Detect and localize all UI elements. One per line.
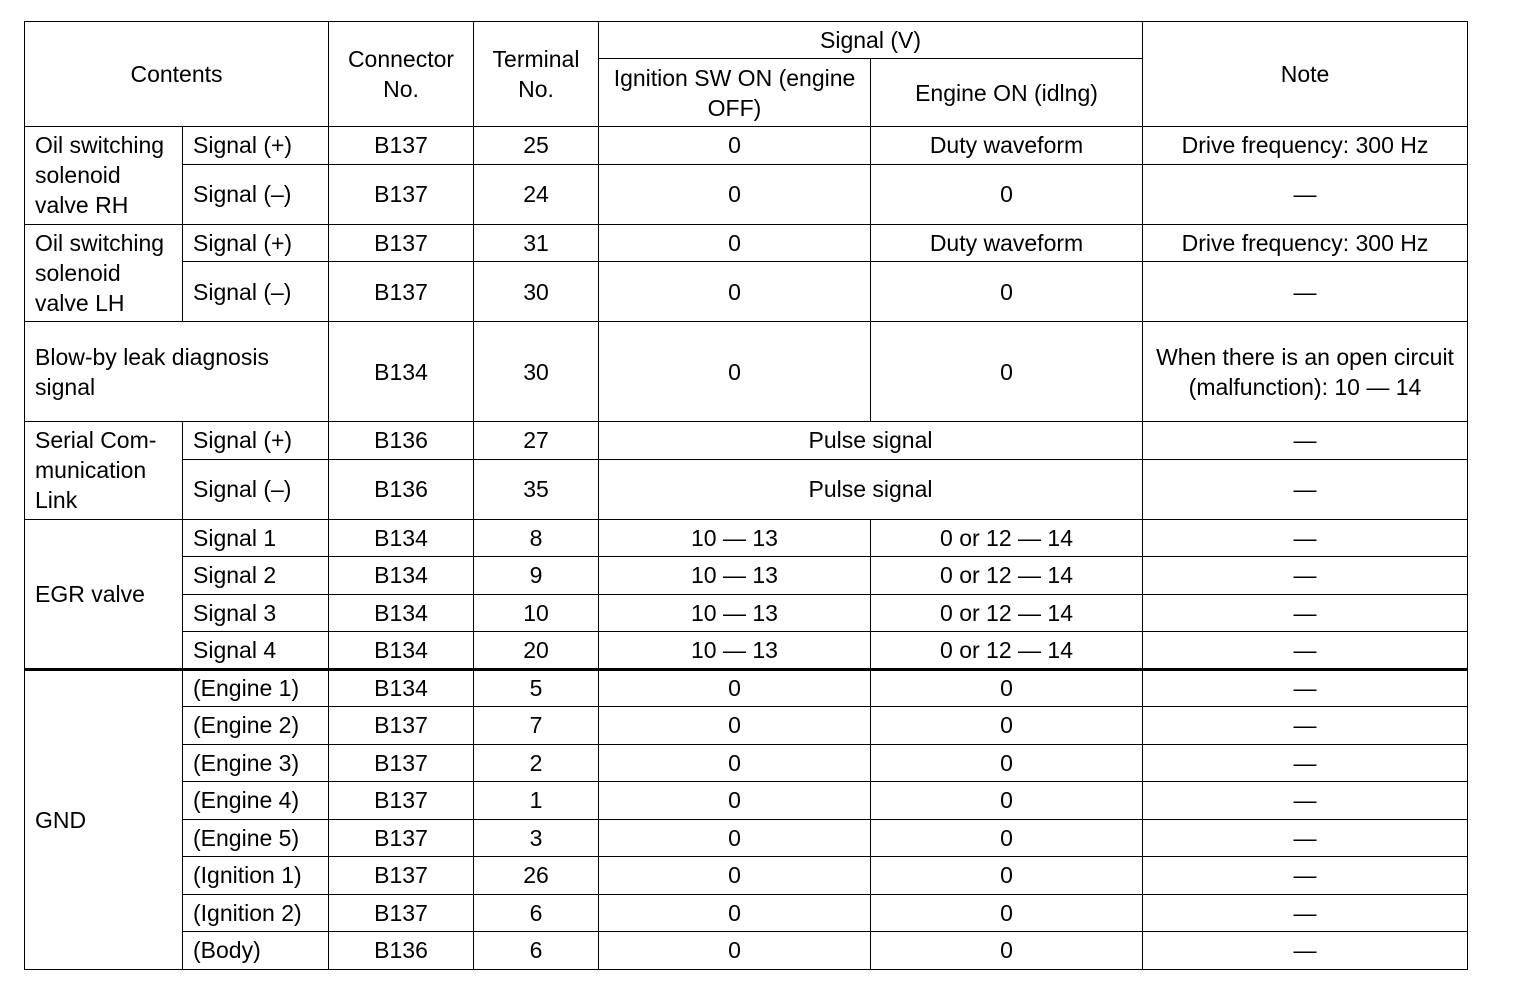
terminal-cell: 27 xyxy=(474,422,599,460)
pulse-signal-cell: Pulse signal xyxy=(599,422,1143,460)
ign-cell: 10 — 13 xyxy=(599,557,871,595)
table-row xyxy=(25,262,1468,322)
ign-cell: 0 xyxy=(599,224,871,262)
note-cell: — xyxy=(1143,557,1468,595)
eng-cell: Duty waveform xyxy=(871,127,1143,165)
note-cell: — xyxy=(1143,669,1468,707)
signal-cell: Signal 2 xyxy=(183,557,329,595)
ign-cell: 0 xyxy=(599,669,871,707)
ign-cell: 0 xyxy=(599,932,871,970)
ign-cell: 10 — 13 xyxy=(599,632,871,670)
eng-cell: 0 xyxy=(871,744,1143,782)
signal-cell: (Engine 2) xyxy=(183,707,329,745)
table-row xyxy=(25,422,1468,460)
group-label-egr: EGR valve xyxy=(25,519,183,669)
table-row xyxy=(25,632,1468,670)
terminal-cell: 9 xyxy=(474,557,599,595)
terminal-cell: 8 xyxy=(474,519,599,557)
connector-cell: B134 xyxy=(329,519,474,557)
table-row xyxy=(25,322,1468,422)
table-row xyxy=(25,707,1468,745)
eng-cell: 0 or 12 — 14 xyxy=(871,557,1143,595)
ign-cell: 0 xyxy=(599,894,871,932)
table-row xyxy=(25,127,1468,165)
connector-cell: B136 xyxy=(329,422,474,460)
signal-cell: (Ignition 2) xyxy=(183,894,329,932)
header-ignition-sw-on: Ignition SW ON (engine OFF) xyxy=(599,59,871,127)
note-cell: — xyxy=(1143,782,1468,820)
eng-cell: 0 or 12 — 14 xyxy=(871,519,1143,557)
table-row xyxy=(25,894,1468,932)
signal-cell: (Ignition 1) xyxy=(183,857,329,895)
eng-cell: 0 or 12 — 14 xyxy=(871,594,1143,632)
signal-cell: (Engine 1) xyxy=(183,669,329,707)
note-cell: — xyxy=(1143,519,1468,557)
terminal-cell: 10 xyxy=(474,594,599,632)
group-label-blowby: Blow-by leak diagnosis signal xyxy=(25,322,329,422)
table-row xyxy=(25,459,1468,519)
terminal-cell: 24 xyxy=(474,164,599,224)
table-row xyxy=(25,519,1468,557)
eng-cell: 0 xyxy=(871,819,1143,857)
table-row xyxy=(25,932,1468,970)
eng-cell: 0 xyxy=(871,894,1143,932)
table-row xyxy=(25,782,1468,820)
terminal-cell: 1 xyxy=(474,782,599,820)
terminal-cell: 30 xyxy=(474,262,599,322)
signal-cell: Signal (+) xyxy=(183,422,329,460)
terminal-cell: 31 xyxy=(474,224,599,262)
connector-cell: B134 xyxy=(329,632,474,670)
signal-cell: (Engine 4) xyxy=(183,782,329,820)
signal-cell: Signal (–) xyxy=(183,262,329,322)
terminal-cell: 3 xyxy=(474,819,599,857)
terminal-cell: 2 xyxy=(474,744,599,782)
connector-cell: B137 xyxy=(329,819,474,857)
note-cell: — xyxy=(1143,707,1468,745)
table-row xyxy=(25,224,1468,262)
terminal-cell: 20 xyxy=(474,632,599,670)
note-cell: Drive frequency: 300 Hz xyxy=(1143,224,1468,262)
eng-cell: 0 xyxy=(871,857,1143,895)
terminal-cell: 5 xyxy=(474,669,599,707)
eng-cell: 0 xyxy=(871,322,1143,422)
note-cell: — xyxy=(1143,164,1468,224)
signal-cell: Signal 1 xyxy=(183,519,329,557)
signal-cell: (Body) xyxy=(183,932,329,970)
signal-cell: (Engine 5) xyxy=(183,819,329,857)
ign-cell: 0 xyxy=(599,127,871,165)
connector-cell: B134 xyxy=(329,322,474,422)
header-connector-no: Connector No. xyxy=(329,22,474,127)
group-label-serial: Serial Com-munication Link xyxy=(25,422,183,520)
note-cell: — xyxy=(1143,594,1468,632)
table-row xyxy=(25,594,1468,632)
header-row-1 xyxy=(25,22,1468,59)
note-cell: — xyxy=(1143,857,1468,895)
group-label-oil-rh: Oil switching solenoid valve RH xyxy=(25,127,183,225)
terminal-cell: 26 xyxy=(474,857,599,895)
ign-cell: 0 xyxy=(599,744,871,782)
note-cell: — xyxy=(1143,894,1468,932)
terminal-cell: 35 xyxy=(474,459,599,519)
note-cell: Drive frequency: 300 Hz xyxy=(1143,127,1468,165)
signal-cell: Signal (–) xyxy=(183,164,329,224)
signal-cell: (Engine 3) xyxy=(183,744,329,782)
ign-cell: 0 xyxy=(599,262,871,322)
connector-cell: B134 xyxy=(329,557,474,595)
header-note: Note xyxy=(1143,22,1468,127)
ign-cell: 0 xyxy=(599,164,871,224)
connector-cell: B137 xyxy=(329,224,474,262)
table-row xyxy=(25,819,1468,857)
header-engine-on: Engine ON (idlng) xyxy=(871,59,1143,127)
eng-cell: Duty waveform xyxy=(871,224,1143,262)
signal-cell: Signal (+) xyxy=(183,127,329,165)
note-cell: — xyxy=(1143,632,1468,670)
ign-cell: 10 — 13 xyxy=(599,519,871,557)
ign-cell: 0 xyxy=(599,707,871,745)
terminal-cell: 30 xyxy=(474,322,599,422)
signal-cell: Signal 3 xyxy=(183,594,329,632)
connector-cell: B137 xyxy=(329,744,474,782)
connector-cell: B137 xyxy=(329,707,474,745)
connector-cell: B136 xyxy=(329,932,474,970)
connector-cell: B137 xyxy=(329,262,474,322)
table-row xyxy=(25,164,1468,224)
group-label-gnd: GND xyxy=(25,669,183,969)
eng-cell: 0 xyxy=(871,707,1143,745)
note-cell: — xyxy=(1143,744,1468,782)
eng-cell: 0 xyxy=(871,262,1143,322)
eng-cell: 0 xyxy=(871,669,1143,707)
pulse-signal-cell: Pulse signal xyxy=(599,459,1143,519)
ign-cell: 10 — 13 xyxy=(599,594,871,632)
ign-cell: 0 xyxy=(599,782,871,820)
note-cell: — xyxy=(1143,422,1468,460)
group-label-oil-lh: Oil switching solenoid valve LH xyxy=(25,224,183,322)
ign-cell: 0 xyxy=(599,322,871,422)
connector-cell: B134 xyxy=(329,594,474,632)
table-row xyxy=(25,744,1468,782)
connector-cell: B137 xyxy=(329,127,474,165)
ign-cell: 0 xyxy=(599,857,871,895)
eng-cell: 0 xyxy=(871,932,1143,970)
header-signal-v: Signal (V) xyxy=(599,22,1143,59)
header-contents: Contents xyxy=(25,22,329,127)
connector-cell: B137 xyxy=(329,894,474,932)
terminal-cell: 25 xyxy=(474,127,599,165)
note-cell: When there is an open circuit (malfunction): 10 — 14 xyxy=(1143,322,1468,422)
signal-cell: Signal (+) xyxy=(183,224,329,262)
connector-cell: B137 xyxy=(329,857,474,895)
table-row xyxy=(25,669,1468,707)
terminal-cell: 7 xyxy=(474,707,599,745)
connector-cell: B134 xyxy=(329,669,474,707)
signal-cell: Signal (–) xyxy=(183,459,329,519)
note-cell: — xyxy=(1143,932,1468,970)
terminal-cell: 6 xyxy=(474,894,599,932)
note-cell: — xyxy=(1143,262,1468,322)
table-row xyxy=(25,557,1468,595)
eng-cell: 0 xyxy=(871,782,1143,820)
eng-cell: 0 xyxy=(871,164,1143,224)
connector-cell: B137 xyxy=(329,164,474,224)
note-cell: — xyxy=(1143,819,1468,857)
ign-cell: 0 xyxy=(599,819,871,857)
connector-cell: B137 xyxy=(329,782,474,820)
header-terminal-no: Terminal No. xyxy=(474,22,599,127)
table-row xyxy=(25,857,1468,895)
eng-cell: 0 or 12 — 14 xyxy=(871,632,1143,670)
connector-cell: B136 xyxy=(329,459,474,519)
signal-cell: Signal 4 xyxy=(183,632,329,670)
terminal-cell: 6 xyxy=(474,932,599,970)
signal-spec-table xyxy=(24,21,1468,970)
note-cell: — xyxy=(1143,459,1468,519)
